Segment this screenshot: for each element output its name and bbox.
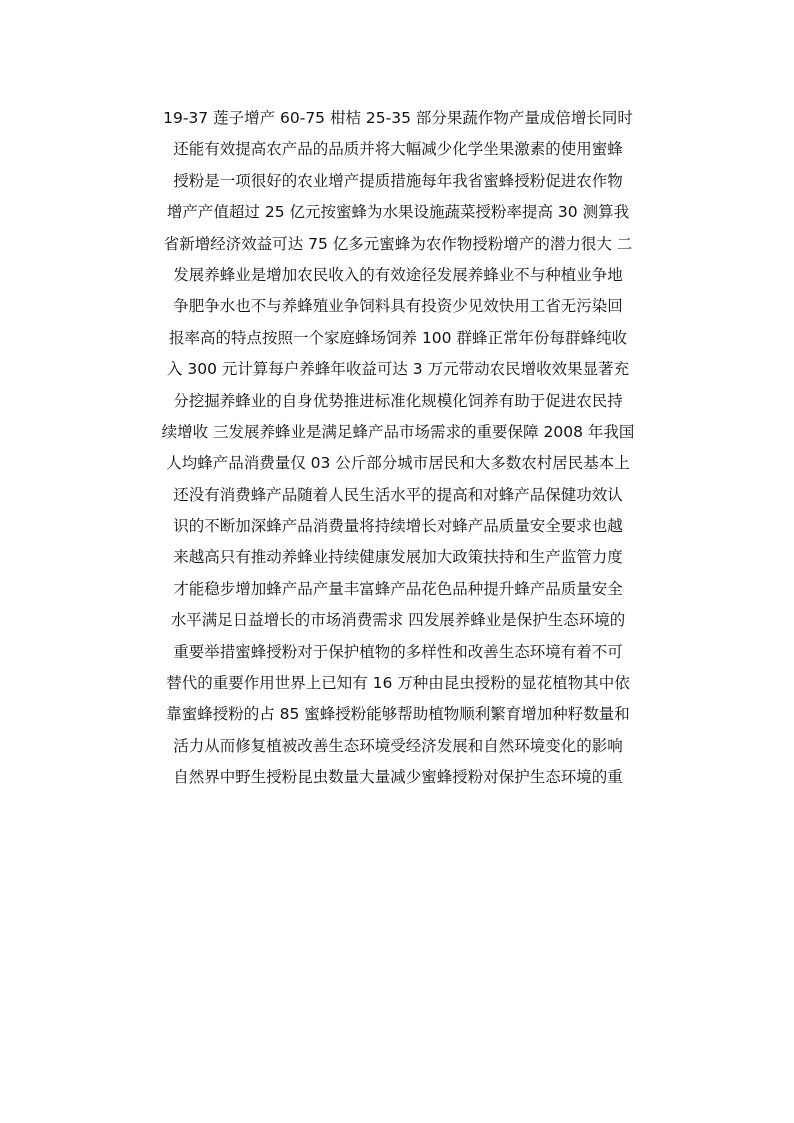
text-line: 活力从而修复植被改善生态环境受经济发展和自然环境变化的影响 — [173, 736, 623, 755]
text-line: 争肥争水也不与养蜂殖业争饲料具有投资少见效快用工省无污染回 — [173, 297, 623, 316]
text-line: 授粉是一项很好的农业增产提质措施每年我省蜜蜂授粉促进农作物 — [173, 171, 623, 190]
text-line: 靠蜜蜂授粉的占 85 蜜蜂授粉能够帮助植物顺利繁育增加种籽数量和 — [166, 705, 630, 724]
text-line: 重要举措蜜蜂授粉对于保护植物的多样性和改善生态环境有着不可 — [173, 642, 623, 661]
text-line: 来越高只有推动养蜂业持续健康发展加大政策扶持和生产监管力度 — [173, 548, 623, 567]
text-line: 省新增经济效益可达 75 亿多元蜜蜂为农作物授粉增产的潜力很大 二 — [163, 234, 633, 253]
text-line: 19-37 莲子增产 60-75 柑桔 25-35 部分果蔬作物产量成倍增长同时 — [163, 109, 633, 127]
body-text — [118, 103, 678, 794]
text-line: 增产产值超过 25 亿元按蜜蜂为水果设施蔬菜授粉率提高 30 测算我 — [166, 203, 630, 222]
text-line: 识的不断加深蜂产品消费量将持续增长对蜂产品质量安全要求也越 — [173, 517, 623, 536]
text-line: 人均蜂产品消费量仅 03 公斤部分城市居民和大多数农村居民基本上 — [166, 454, 630, 473]
text-line: 发展养蜂业是增加农民收入的有效途径发展养蜂业不与种植业争地 — [173, 265, 623, 284]
text-line: 报率高的特点按照一个家庭蜂场饲养 100 群蜂正常年份每群蜂纯收 — [169, 328, 627, 347]
text-line: 分挖掘养蜂业的自身优势推进标准化规模化饲养有助于促进农民持 — [173, 391, 623, 410]
text-line: 续增收 三发展养蜂业是满足蜂产品市场需求的重要保障 2008 年我国 — [161, 422, 635, 441]
text-line: 水平满足日益增长的市场消费需求 四发展养蜂业是保护生态环境的 — [170, 611, 626, 630]
text-line: 入 300 元计算每户养蜂年收益可达 3 万元带动农民增收效果显著充 — [166, 360, 630, 379]
text-line: 替代的重要作用世界上已知有 16 万种由昆虫授粉的显花植物其中依 — [166, 674, 630, 693]
text-line: 自然界中野生授粉昆虫数量大量减少蜜蜂授粉对保护生态环境的重 — [173, 768, 623, 787]
text-line: 还能有效提高农产品的品质并将大幅减少化学坐果激素的使用蜜蜂 — [173, 140, 623, 159]
text-line: 才能稳步增加蜂产品产量丰富蜂产品花色品种提升蜂产品质量安全 — [173, 579, 623, 598]
text-line: 还没有消费蜂产品随着人民生活水平的提高和对蜂产品保健功效认 — [173, 485, 623, 504]
